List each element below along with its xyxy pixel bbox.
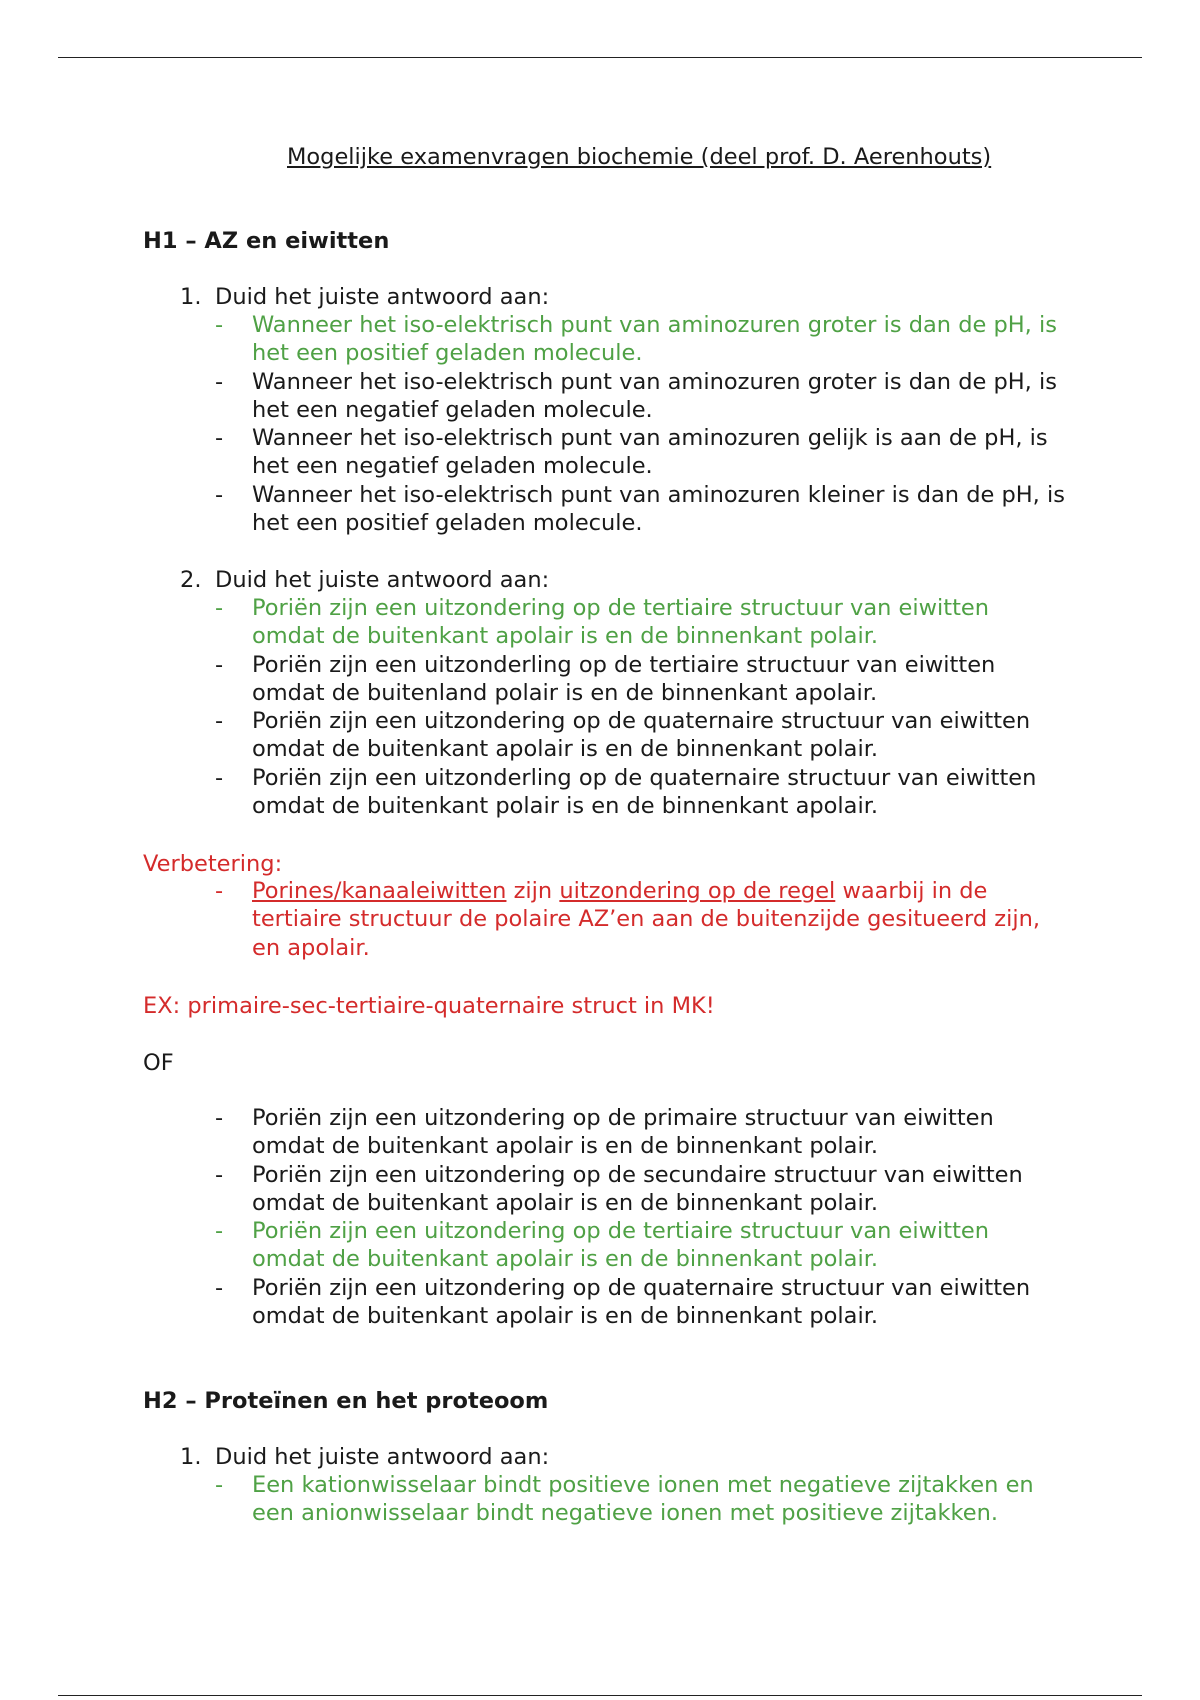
- question-number: 2.: [180, 567, 202, 593]
- answer-option: - Wanneer het iso-elektrisch punt van aminozuren gelijk is aan de pH, is het een negatief geladen molecule.: [215, 425, 1048, 480]
- answer-option-correct: - Poriën zijn een uitzondering op de tertiaire structuur van eiwitten omdat de buitenkant apolair is en de binnenkant polair.: [215, 1218, 990, 1273]
- top-rule: [58, 57, 1142, 58]
- question-prompt: Duid het juiste antwoord aan:: [215, 567, 550, 593]
- answer-options: [0, 1104, 1067, 1330]
- answer-option: - Poriën zijn een uitzonderling op de quaternaire structuur van eiwitten omdat de buitenkant polair is en de binnenkant apolair.: [215, 764, 1037, 820]
- or-label: OF: [143, 1050, 174, 1076]
- section-heading-h1: H1 – AZ en eiwitten: [143, 228, 390, 254]
- question-number: 1.: [180, 284, 202, 310]
- section-heading-h2: H2 – Proteïnen en het proteoom: [143, 1388, 549, 1414]
- answer-options: [0, 1471, 1067, 1528]
- bottom-rule: [58, 1695, 1142, 1696]
- answer-option-correct: - Een kationwisselaar bindt positieve ionen met negatieve zijtakken en een anionwisselaar bindt negatieve ionen met positieve zijtakken.: [215, 1472, 1034, 1527]
- document-title: Mogelijke examenvragen biochemie (deel prof. D. Aerenhouts): [287, 144, 992, 170]
- question-prompt: Duid het juiste antwoord aan:: [215, 1444, 550, 1470]
- answer-options: [0, 594, 1067, 820]
- answer-option: - Poriën zijn een uitzondering op de quaternaire structuur van eiwitten omdat de buitenkant apolair is en de binnenkant polair.: [215, 1274, 1031, 1330]
- answer-option: - Poriën zijn een uitzondering op de primaire structuur van eiwitten omdat de buitenkant apolair is en de binnenkant polair.: [215, 1105, 994, 1160]
- correction-items: [0, 877, 1067, 962]
- question-number: 1.: [180, 1444, 202, 1470]
- answer-option: - Poriën zijn een uitzondering op de quaternaire structuur van eiwitten omdat de buitenkant apolair is en de binnenkant polair.: [215, 708, 1031, 763]
- answer-option-correct: - Poriën zijn een uitzondering op de tertiaire structuur van eiwitten omdat de buitenkant apolair is en de binnenkant polair.: [215, 595, 990, 650]
- correction-label: Verbetering:: [143, 851, 283, 877]
- answer-option: - Poriën zijn een uitzonderling op de tertiaire structuur van eiwitten omdat de buitenland polair is en de binnenkant apolair.: [215, 651, 996, 706]
- answer-option-correct: - Wanneer het iso-elektrisch punt van aminozuren groter is dan de pH, is het een positief geladen molecule.: [215, 312, 1057, 367]
- answer-option: - Wanneer het iso-elektrisch punt van aminozuren kleiner is dan de pH, is het een positief geladen molecule.: [215, 481, 1065, 537]
- exam-note: EX: primaire-sec-tertiaire-quaternaire struct in MK!: [143, 993, 715, 1019]
- question-prompt: Duid het juiste antwoord aan:: [215, 284, 550, 310]
- answer-options: [0, 311, 1067, 537]
- answer-option: - Poriën zijn een uitzondering op de secundaire structuur van eiwitten omdat de buitenkant apolair is en de binnenkant polair.: [215, 1161, 1023, 1216]
- answer-option: - Wanneer het iso-elektrisch punt van aminozuren groter is dan de pH, is het een negatief geladen molecule.: [215, 368, 1057, 423]
- correction-item: - Porines/kanaaleiwitten zijn uitzondering op de regel waarbij in de tertiaire structuur de polaire AZ’en aan de buitenzijde gesitueerd zijn, en apolair.: [215, 878, 1040, 961]
